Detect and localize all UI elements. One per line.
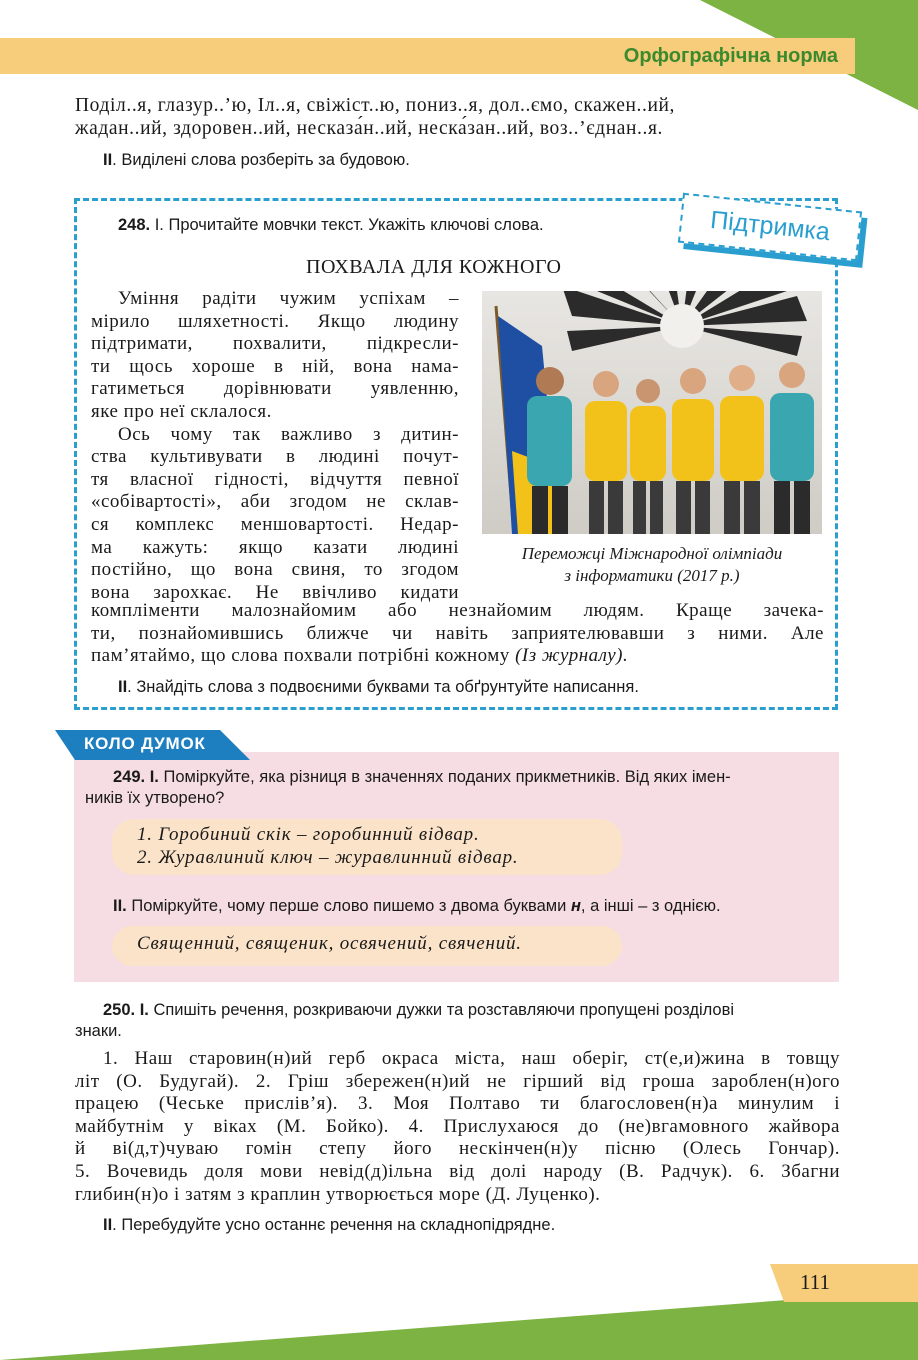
- winners-photo: [482, 291, 822, 534]
- sentence-line: працею (Чеське прислів’я). 3. Моя Полтаво ти благословен(н)а минулим і: [75, 1093, 840, 1115]
- task-248-part-2: II. Знайдіть слова з подвоєними буквами та обґрунтуйте написання.: [118, 678, 639, 696]
- article-line: ма кажуть: якщо казати людині: [91, 536, 459, 558]
- task-249-instruction: 249. І. Поміркуйте, яка різниця в значеннях поданих прикметників. Від яких імен-: [113, 768, 731, 786]
- sentence-line: 1. Наш старовин(н)ий герб окраса міста, наш оберіг, ст(е,и)жина в товщу: [103, 1048, 840, 1069]
- article-line-wide: компліменти малознайомим або незнайомим людям. Краще зачека-: [91, 600, 824, 621]
- article-line: ти щось хороше в ній, вона нама-: [91, 355, 459, 377]
- sentence-line: й ві(д,т)чуваю гомін степу його нескінчен(н)у пісню (Олесь Гончар).: [75, 1138, 840, 1160]
- article-line: гатиметься дорівнювати уявленню,: [91, 378, 459, 400]
- example-line-3: Священний, священик, освячений, свячений.: [137, 933, 522, 954]
- task-250-instruction: 250. І. Спишіть речення, розкриваючи дужки та розставляючи пропущені розділові: [103, 1001, 735, 1019]
- article-line: яке про неї склалося.: [91, 401, 272, 422]
- article-line: Ось чому так важливо з дитин-: [118, 423, 459, 445]
- example-line-2: 2. Журавлиний ключ – журавлинний відвар.: [137, 847, 519, 868]
- task-instruction: II. Виділені слова розберіть за будовою.: [103, 151, 410, 169]
- article-line: вона зарохкає. Не ввічливо кидати: [91, 581, 459, 603]
- task-250-instruction-cont: знаки.: [75, 1022, 122, 1040]
- page-number: 111: [800, 1270, 830, 1294]
- sentence-line: 5. Вочевидь доля мови невід(д)ільна від долі народу (В. Радчук). 6. Збагни: [75, 1161, 840, 1182]
- article-line: тя власної гідності, відчуття певної: [91, 468, 459, 490]
- article-line: мірило шляхетності. Якщо людину: [91, 310, 459, 332]
- word-list-line-1: Поділ..я, глазур..’ю, Іл..я, свіжіст..ю, пониз..я, дол..ємо, скажен..ий,: [75, 95, 676, 116]
- page-number-box: [770, 1264, 918, 1302]
- article-line: Уміння радіти чужим успіхам –: [118, 288, 459, 309]
- article-line: ства культивувати в людині почут-: [91, 446, 459, 468]
- task-250-part-2: II. Перебудуйте усно останнє речення на складнопідрядне.: [103, 1216, 556, 1234]
- word-list-line-2: жадан..ий, здоровен..ий, несказа́н..ий, неска́зан..ий, воз..’єднан..я.: [75, 118, 664, 139]
- thinking-circle-label: КОЛО ДУМОК: [84, 734, 206, 753]
- text-headline: ПОХВАЛА ДЛЯ КОЖНОГО: [306, 256, 562, 278]
- example-line-1: 1. Горобиний скік – горобинний відвар.: [137, 824, 480, 845]
- sentence-line: літ (О. Будугай). 2. Гріш збережен(н)ий не гірший від гроша зароблен(н)ого: [75, 1070, 840, 1092]
- task-249-part-2: II. Поміркуйте, чому перше слово пишемо з двома буквами н, а інші – з однією.: [113, 897, 721, 915]
- article-line: підтримати, похвалити, підкресли-: [91, 333, 459, 355]
- sentence-line: майбутнім у віках (М. Бойко). 4. Прислухаюся до (не)вгамовного жайвора: [75, 1115, 840, 1137]
- article-line: постійно, що вона свиня, то згодом: [91, 559, 459, 581]
- article-line-wide: пам’ятаймо, що слова похвали потрібні кожному (Із журналу).: [91, 645, 629, 667]
- task-248-instruction: 248. І. Прочитайте мовчки текст. Укажіть ключові слова.: [118, 216, 544, 234]
- article-source: (Із журналу).: [509, 645, 629, 667]
- article-line: «собівартості», аби згодом не склав-: [91, 491, 459, 513]
- photo-caption: Переможці Міжнародної олімпіади з інформатики (2017 р.): [521, 544, 783, 585]
- article-line: ся комплекс меншовартості. Недар-: [91, 514, 459, 535]
- task-249-instruction-cont: ників їх утворено?: [85, 789, 225, 807]
- section-title: Орфографічна норма: [623, 45, 838, 67]
- support-label: Підтримка: [678, 193, 862, 262]
- article-line-wide: ти, познайомившись ближче чи навіть заприятелювавши з ними. Але: [91, 622, 824, 644]
- sentence-line: глибин(н)о і затям з краплин утворюється море (Д. Луценко).: [75, 1183, 601, 1205]
